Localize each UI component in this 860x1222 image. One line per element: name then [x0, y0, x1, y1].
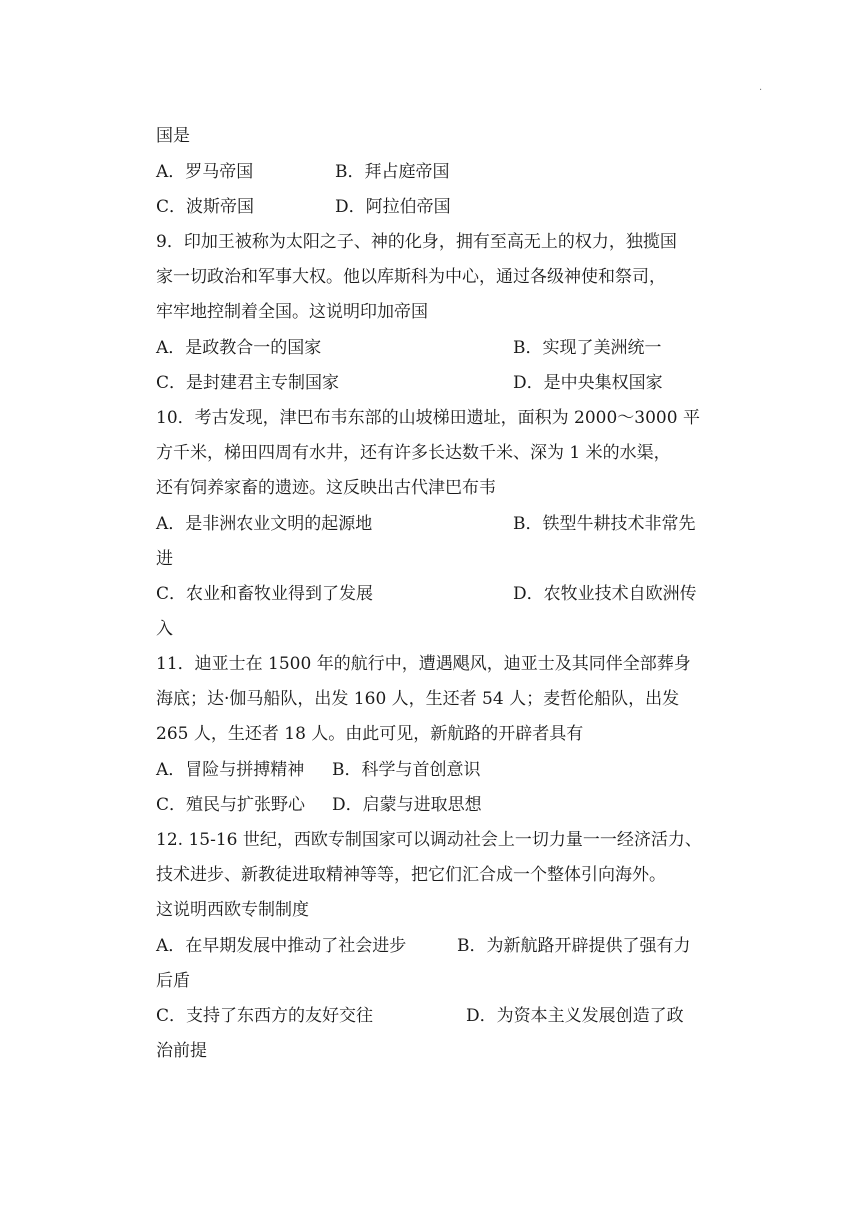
q11-option-c: C．殖民与扩张野心 [156, 795, 306, 815]
q11-option-a: A．冒险与拼搏精神 [156, 760, 305, 780]
q9-option-b: B．实现了美洲统一 [513, 338, 662, 358]
q9-option-d: D．是中央集权国家 [513, 373, 663, 393]
q9-stem-line-3: 牢牢地控制着全国。这说明印加帝国 [156, 302, 428, 322]
q8-option-a: A．罗马帝国 [156, 162, 254, 182]
q12-stem-line-2: 技术进步、新教徒进取精神等等，把它们汇合成一个整体引向海外。 [156, 865, 666, 885]
q9-stem-line-2: 家一切政治和军事大权。他以库斯科为中心，通过各级神使和祭司， [156, 267, 666, 287]
q8-stem-tail: 国是 [156, 126, 190, 146]
q10-stem-line-3: 还有饲养家畜的遗迹。这反映出古代津巴布韦 [156, 478, 496, 498]
q12-option-d-wrap: 治前提 [156, 1041, 207, 1061]
q10-option-a: A．是非洲农业文明的起源地 [156, 514, 373, 534]
q8-option-b: B．拜占庭帝国 [335, 162, 450, 182]
q9-stem-line-1: 9．印加王被称为太阳之子、神的化身，拥有至高无上的权力，独揽国 [156, 232, 677, 252]
q12-stem-line-3: 这说明西欧专制制度 [156, 900, 309, 920]
q10-option-d: D．农牧业技术自欧洲传 [513, 584, 697, 604]
q10-option-b: B．铁型牛耕技术非常先 [513, 514, 696, 534]
q12-option-a: A．在早期发展中推动了社会进步 [156, 936, 407, 956]
q10-option-b-wrap: 进 [156, 549, 173, 569]
q11-stem-line-1: 11．迪亚士在 1500 年的航行中，遭遇飓风，迪亚士及其同伴全部葬身 [156, 654, 691, 674]
q9-option-c: C．是封建君主专制国家 [156, 373, 340, 393]
q8-option-d: D．阿拉伯帝国 [335, 197, 451, 217]
q8-option-c: C．波斯帝国 [156, 197, 255, 217]
q11-option-b: B．科学与首创意识 [332, 760, 481, 780]
q10-stem-line-1: 10．考古发现，津巴布韦东部的山坡梯田遗址，面积为 2000～3000 平 [156, 408, 700, 428]
q10-option-d-wrap: 入 [156, 619, 173, 639]
q12-option-b: B．为新航路开辟提供了强有力 [457, 936, 691, 956]
q9-option-a: A．是政教合一的国家 [156, 338, 322, 358]
q11-option-d: D．启蒙与进取思想 [332, 795, 482, 815]
q12-option-c: C．支持了东西方的友好交往 [156, 1006, 374, 1026]
q11-stem-line-2: 海底；达·伽马船队，出发 160 人，生还者 54 人；麦哲伦船队，出发 [156, 689, 680, 709]
q11-stem-line-3: 265 人，生还者 18 人。由此可见，新航路的开辟者具有 [156, 724, 584, 744]
page-marker: . [759, 82, 763, 93]
q10-stem-line-2: 方千米，梯田四周有水井，还有许多长达数千米、深为 1 米的水渠， [156, 443, 671, 463]
q12-option-b-wrap: 后盾 [156, 971, 190, 991]
q12-option-d: D．为资本主义发展创造了政 [466, 1006, 684, 1026]
q12-stem-line-1: 12. 15-16 世纪，西欧专制国家可以调动社会上一切力量一一经济活力、 [156, 830, 702, 850]
q10-option-c: C．农业和畜牧业得到了发展 [156, 584, 374, 604]
